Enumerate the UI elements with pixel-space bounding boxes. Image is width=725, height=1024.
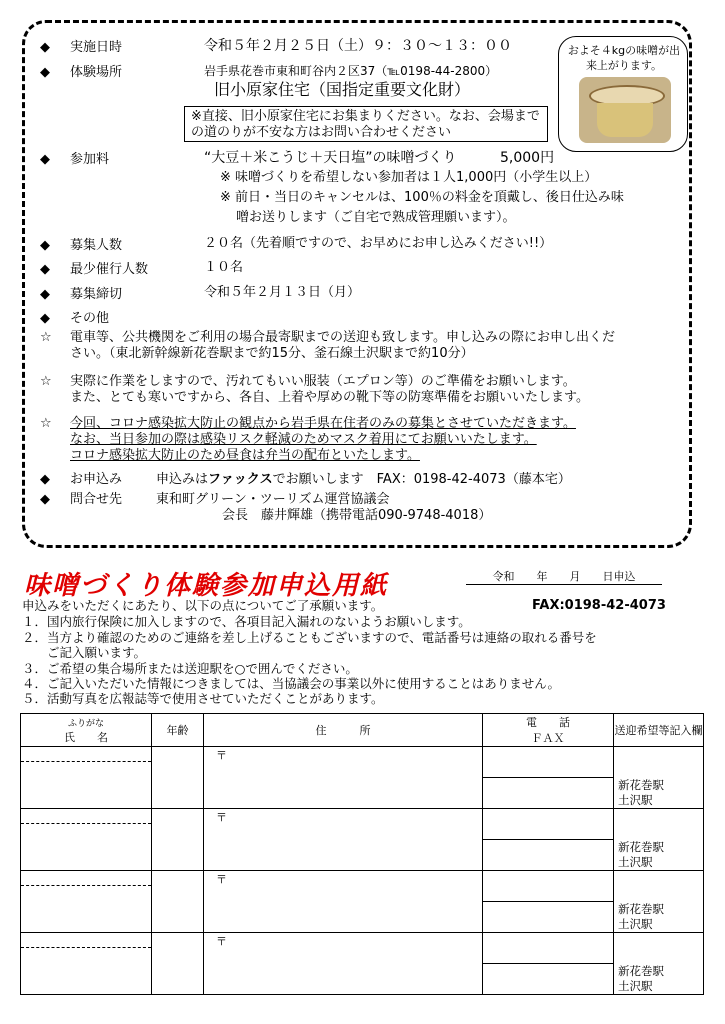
capacity-label: 募集人数: [70, 238, 123, 253]
other1a: 電車等、公共機関をご利用の場合最寄駅までの送迎も致します。申し込みの際にお申し出くだ: [70, 330, 615, 345]
bullet-icon: ◆: [40, 40, 50, 55]
phone-cell[interactable]: [483, 933, 614, 995]
name-cell[interactable]: [21, 871, 152, 933]
phone-cell[interactable]: [483, 747, 614, 809]
pickup-header: 送迎希望等記入欄: [614, 714, 704, 747]
star-icon: ☆: [40, 416, 52, 431]
address-cell[interactable]: [204, 871, 483, 933]
deadline-label: 募集締切: [70, 287, 123, 302]
form-title: 味噌づくり体験参加申込用紙: [24, 571, 389, 601]
fee-note2a: ※ 前日・当日のキャンセルは、100％の料金を頂戴し、後日仕込み味: [220, 190, 624, 205]
fee-item: “大豆＋米こうじ＋天日塩”の味噌づくり: [204, 150, 457, 166]
age-cell[interactable]: [152, 871, 204, 933]
form-note-2b: ご記入願います。: [22, 645, 147, 660]
apply-label: お申込み: [70, 472, 123, 487]
address-header: 住 所: [204, 714, 483, 747]
bullet-icon: ◆: [40, 287, 50, 302]
form-note-5: ５．活動写真を広報誌等で使用させていただくことがあります。: [22, 691, 384, 706]
other1b: さい。（東北新幹線新花巻駅まで約15分、釜石線土沢駅まで約10分）: [70, 346, 474, 361]
age-cell[interactable]: [152, 933, 204, 995]
age-cell[interactable]: [152, 809, 204, 871]
bullet-icon: ◆: [40, 262, 50, 277]
min-value: １０名: [204, 260, 244, 275]
star-icon: ☆: [40, 374, 52, 389]
deadline-value: 令和５年２月１３日（月）: [204, 285, 361, 300]
form-note-2: ２．当方より確認のためのご連絡を差し上げることもございますので、電話番号は連絡の取れる番号を: [22, 630, 597, 645]
star-icon: ☆: [40, 330, 52, 345]
photo-caption: およそ４kgの味噌が出来上がります。: [567, 44, 681, 72]
other2a: 実際に作業をしますので、汚れてもいい服装（エプロン等）のご準備をお願いします。: [70, 374, 576, 389]
table-row: [21, 871, 704, 933]
other2b: また、とても寒いですから、各自、上着や厚めの靴下等の防寒準備をお願いいたします。: [70, 390, 589, 405]
pickup-cell[interactable]: 新花巻駅 土沢駅: [614, 809, 704, 871]
pickup-cell[interactable]: 新花巻駅 土沢駅: [614, 871, 704, 933]
fee-note2b: 噌お送りします（ご自宅で熟成管理願います）。: [236, 210, 516, 225]
fee-note1: ※ 味噌づくりを希望しない参加者は１人1,000円（小学生以上）: [220, 170, 598, 185]
fax-emphasis: ファックス: [208, 472, 273, 487]
bullet-icon: ◆: [40, 472, 50, 487]
place-name: 旧小原家住宅（国指定重要文化財）: [214, 80, 471, 99]
miso-photo: [579, 77, 671, 143]
photo-bubble: [558, 36, 688, 152]
pickup-cell[interactable]: 新花巻駅 土沢駅: [614, 933, 704, 995]
fee-label: 参加料: [70, 152, 110, 167]
postal-mark: 〒: [216, 873, 227, 886]
other3b: なお、当日参加の際は感染リスク軽減のためマスク着用にてお願いいたします。: [70, 432, 537, 447]
address-cell[interactable]: [204, 933, 483, 995]
place-address: 岩手県花巻市東和町谷内２区37（℡0198-44-2800）: [204, 64, 498, 78]
form-note-4: ４．ご記入いただいた情報につきましては、当協議会の事業以外に使用することはありません。: [22, 676, 561, 691]
form-intro: 申込みをいただくにあたり、以下の点についてご了承願います。: [22, 598, 384, 613]
application-table: [20, 713, 704, 995]
apply-date-line[interactable]: 令和 年 月 日申込: [466, 570, 662, 585]
phone-header: 電 話 ＦＡＸ: [483, 714, 614, 747]
table-row: [21, 809, 704, 871]
address-cell[interactable]: [204, 747, 483, 809]
bullet-icon: ◆: [40, 492, 50, 507]
contact-person: 会長 藤井輝雄（携帯電話090-9748-4018）: [222, 508, 492, 523]
place-label: 体験場所: [70, 65, 123, 80]
bullet-icon: ◆: [40, 152, 50, 167]
other3c: コロナ感染拡大防止のため昼食は弁当の配布といたします。: [70, 448, 420, 463]
form-note-1: １．国内旅行保険に加入しますので、各項目記入漏れのないようお願いします。: [22, 614, 471, 629]
date-value: 令和５年２月２５日（土）９：３０～１３：００: [204, 38, 512, 54]
bullet-icon: ◆: [40, 65, 50, 80]
bullet-icon: ◆: [40, 238, 50, 253]
form-note-3: ３．ご希望の集合場所または送迎駅を○で囲んでください。: [22, 661, 358, 676]
phone-cell[interactable]: [483, 809, 614, 871]
pickup-cell[interactable]: 新花巻駅 土沢駅: [614, 747, 704, 809]
name-cell[interactable]: [21, 747, 152, 809]
date-label: 実施日時: [70, 40, 123, 55]
name-cell[interactable]: [21, 933, 152, 995]
apply-value: 申込みはファックスでお願いします FAX：0198-42-4073（藤本宅）: [156, 472, 571, 487]
postal-mark: 〒: [216, 811, 227, 824]
address-cell[interactable]: [204, 809, 483, 871]
bullet-icon: ◆: [40, 311, 50, 326]
place-note: ※直接、旧小原家住宅にお集まりください。なお、会場までの道のりが不安な方はお問い合わせください: [184, 106, 548, 142]
form-fax: FAX:0198-42-4073: [532, 598, 666, 613]
name-cell[interactable]: [21, 809, 152, 871]
contact-org: 東和町グリーン・ツーリズム運営協議会: [156, 492, 390, 507]
age-cell[interactable]: [152, 747, 204, 809]
min-label: 最少催行人数: [70, 262, 149, 277]
contact-label: 問合せ先: [70, 492, 123, 507]
table-row: [21, 933, 704, 995]
postal-mark: 〒: [216, 749, 227, 762]
fee-amount: 5,000円: [500, 150, 555, 166]
other3a: 今回、コロナ感染拡大防止の観点から岩手県在住者のみの募集とさせていただきます。: [70, 416, 576, 431]
postal-mark: 〒: [216, 935, 227, 948]
other-label: その他: [70, 311, 110, 326]
age-header: 年齢: [152, 714, 204, 747]
table-row: [21, 747, 704, 809]
name-header: ふりがな 氏 名: [21, 714, 152, 747]
capacity-value: ２０名（先着順ですので、お早めにお申し込みください!!）: [204, 236, 553, 251]
phone-cell[interactable]: [483, 871, 614, 933]
